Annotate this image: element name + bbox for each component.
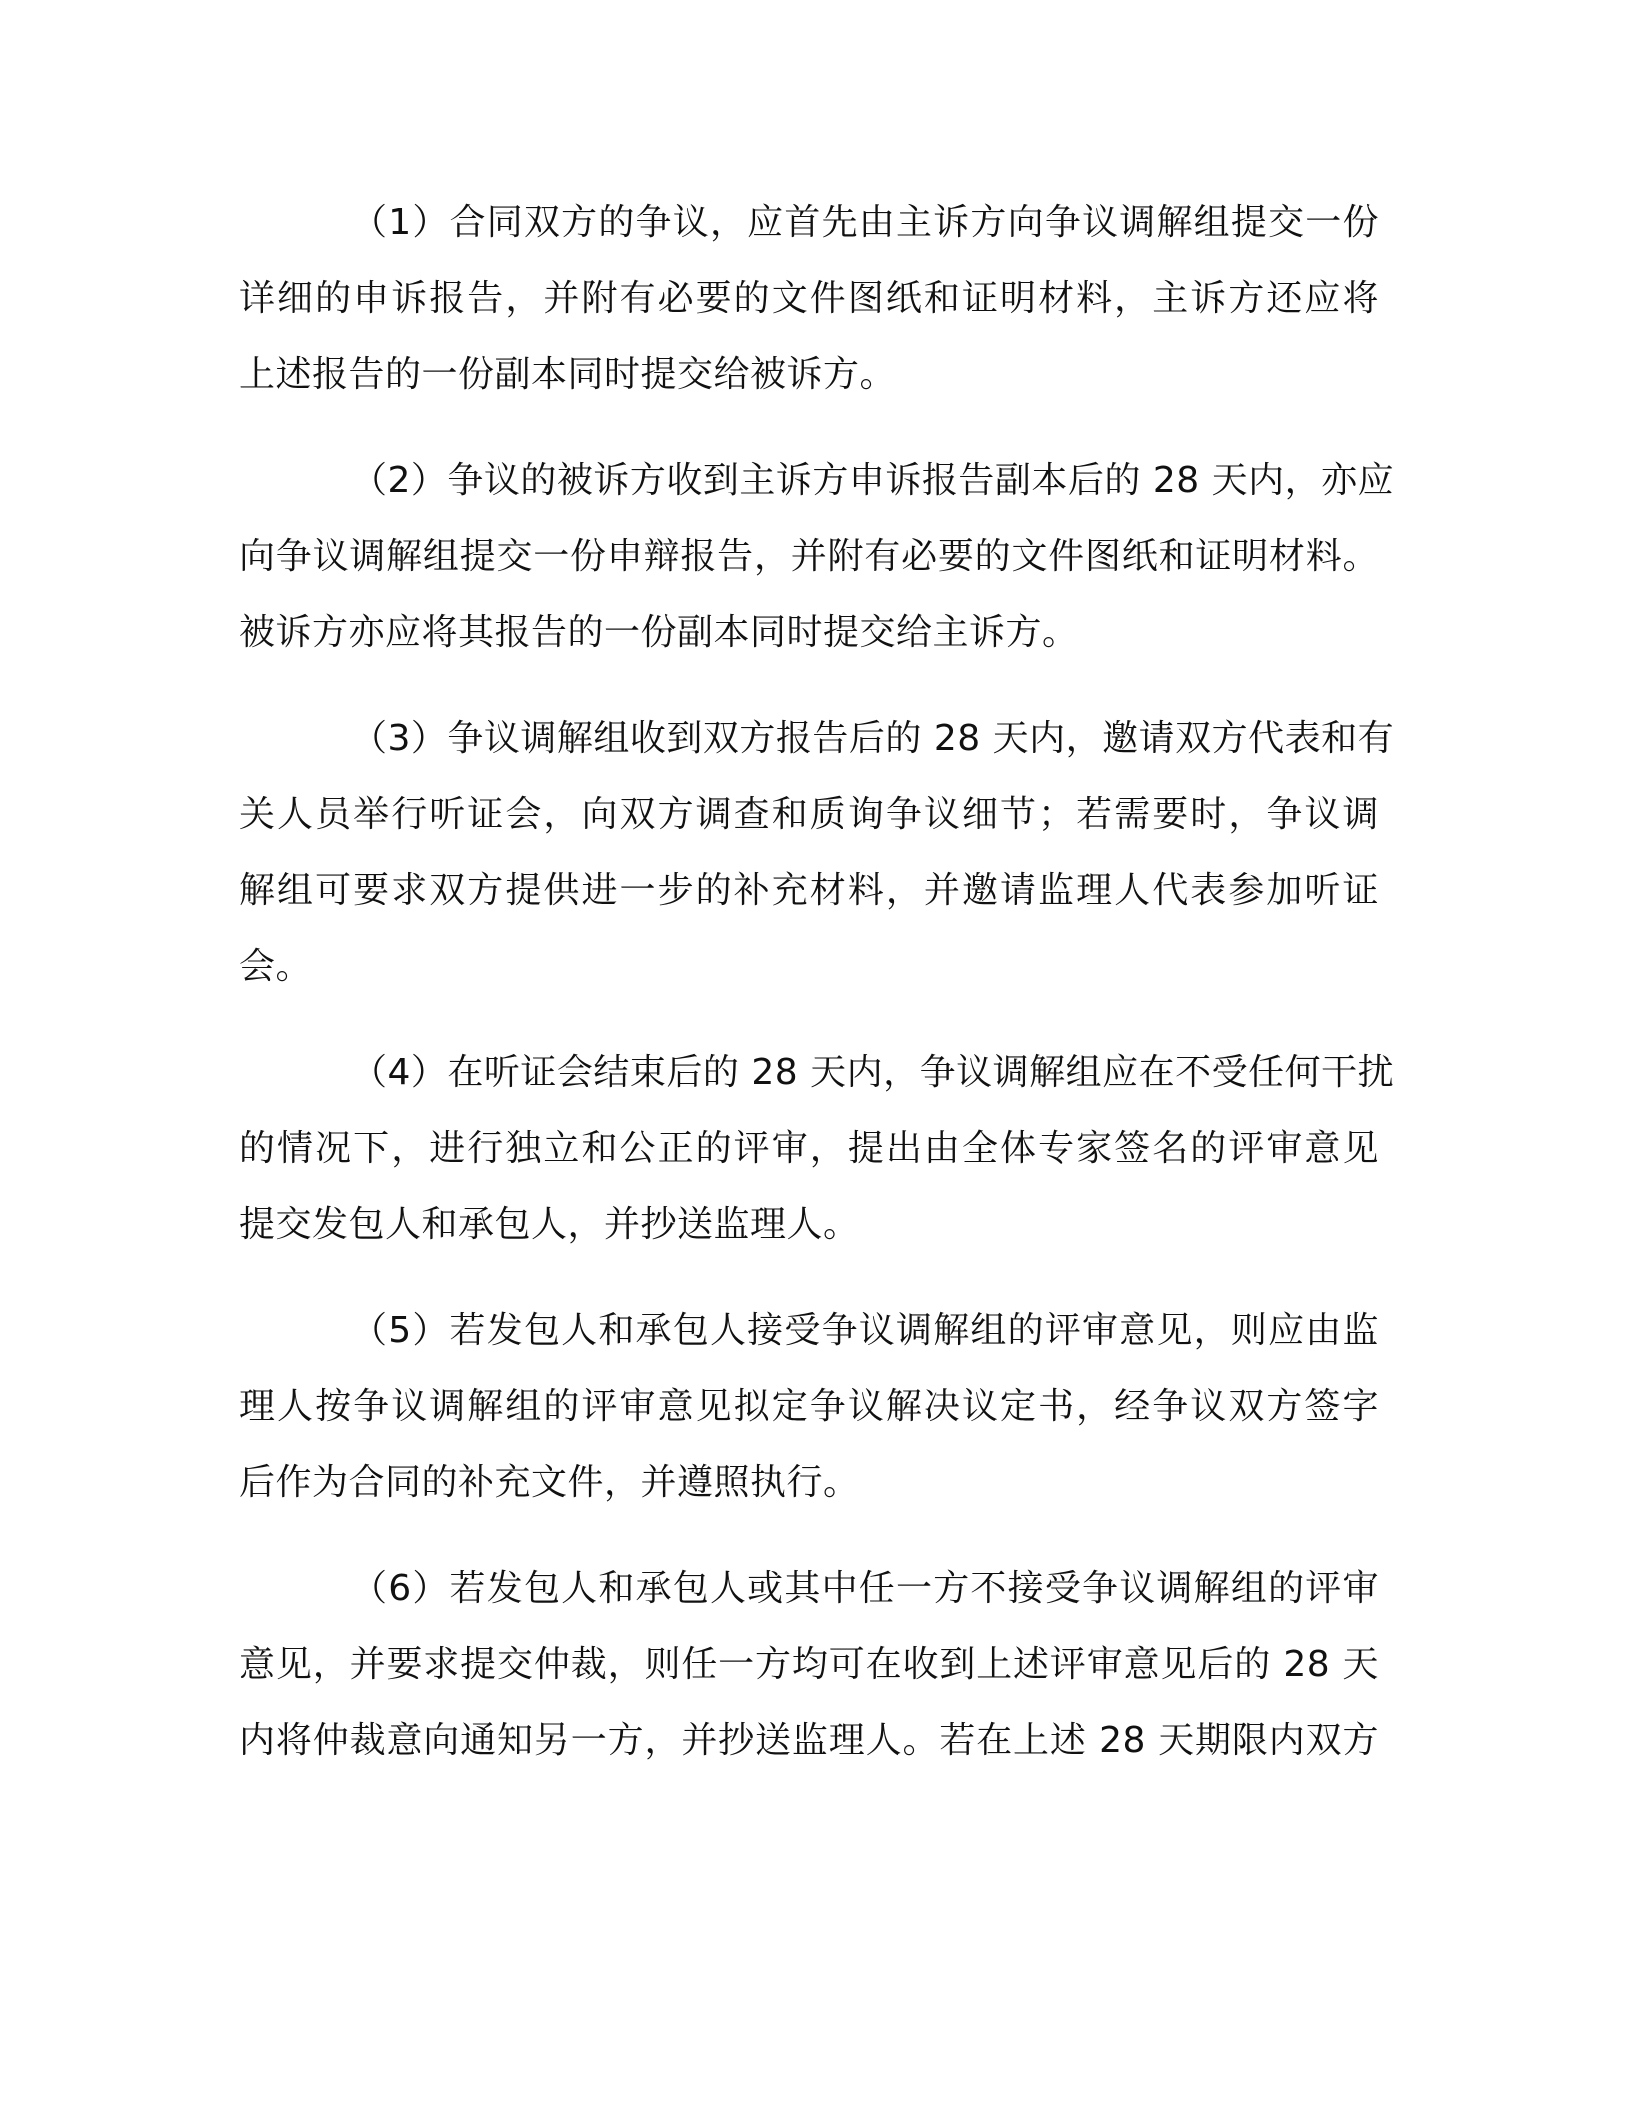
paragraph-line: 后作为合同的补充文件，并遵照执行。 — [239, 1462, 860, 1503]
paragraph-line: 的情况下，进行独立和公正的评审，提出由全体专家签名的评审意见 — [239, 1128, 1379, 1169]
paragraph-line: 提交发包人和承包人，并抄送监理人。 — [239, 1204, 860, 1245]
document-body — [239, 185, 1395, 1809]
paragraph-line: （5）若发包人和承包人接受争议调解组的评审意见，则应由监 — [351, 1310, 1379, 1351]
paragraph-5 — [239, 1293, 1379, 1521]
paragraph-line: （1）合同双方的争议，应首先由主诉方向争议调解组提交一份 — [351, 202, 1379, 243]
paragraph-line: 意见，并要求提交仲裁，则任一方均可在收到上述评审意见后的 28 天 — [239, 1644, 1379, 1685]
paragraph-2 — [239, 443, 1395, 671]
paragraph-line: 关人员举行听证会，向双方调查和质询争议细节；若需要时，争议调 — [239, 794, 1379, 835]
paragraph-line: 内将仲裁意向通知另一方，并抄送监理人。若在上述 28 天期限内双方 — [239, 1720, 1379, 1761]
paragraph-line: （2）争议的被诉方收到主诉方申诉报告副本后的 28 天内，亦应 — [351, 460, 1395, 501]
paragraph-3 — [239, 701, 1395, 1005]
paragraph-line: 解组可要求双方提供进一步的补充材料，并邀请监理人代表参加听证 — [239, 870, 1379, 911]
paragraph-4 — [239, 1035, 1395, 1263]
paragraph-line: （3）争议调解组收到双方报告后的 28 天内，邀请双方代表和有 — [351, 718, 1395, 759]
paragraph-line: 理人按争议调解组的评审意见拟定争议解决议定书，经争议双方签字 — [239, 1386, 1379, 1427]
paragraph-line: 向争议调解组提交一份申辩报告，并附有必要的文件图纸和证明材料。 — [239, 536, 1379, 577]
paragraph-line: 详细的申诉报告，并附有必要的文件图纸和证明材料，主诉方还应将 — [239, 278, 1379, 319]
paragraph-line: 上述报告的一份副本同时提交给被诉方。 — [239, 354, 897, 395]
paragraph-line: 被诉方亦应将其报告的一份副本同时提交给主诉方。 — [239, 612, 1079, 653]
paragraph-1 — [239, 185, 1379, 413]
paragraph-6 — [239, 1551, 1379, 1779]
paragraph-line: （4）在听证会结束后的 28 天内，争议调解组应在不受任何干扰 — [351, 1052, 1395, 1093]
paragraph-line: （6）若发包人和承包人或其中任一方不接受争议调解组的评审 — [351, 1568, 1379, 1609]
paragraph-line: 会。 — [239, 946, 313, 987]
